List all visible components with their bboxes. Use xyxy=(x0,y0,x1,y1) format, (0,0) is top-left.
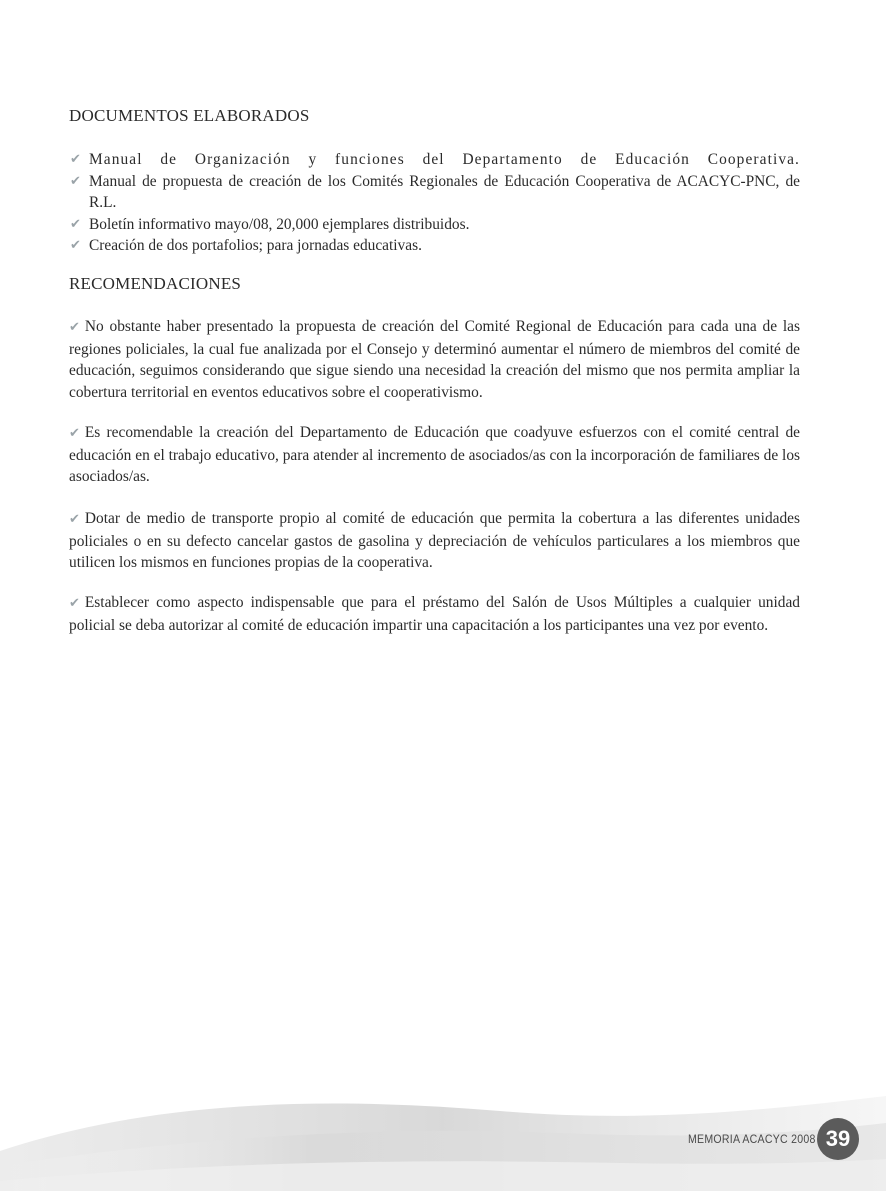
recommendation-paragraph xyxy=(69,316,800,403)
recommendation-paragraph xyxy=(69,508,800,574)
documents-list xyxy=(69,149,800,257)
list-item-text: Manual de propuesta de creación de los Comités Regionales de Educación Cooperativa de ACACYC-PNC, de R.L. xyxy=(89,172,800,211)
check-icon: ✔ xyxy=(69,426,80,441)
recommendation-paragraph xyxy=(69,422,800,488)
footer-publication-label: MEMORIA ACACYC 2008 xyxy=(688,1132,816,1146)
list-item xyxy=(69,171,800,214)
recommendation-text: Dotar de medio de transporte propio al comité de educación que permita la cobertura a las diferentes unidades policiales o en su defecto cancelar gastos de gasolina y depreciación de vehículos particulares a los miembros que utilicen los mismos en funciones propias de la cooperativa. xyxy=(69,510,800,571)
check-icon: ✔ xyxy=(69,320,80,335)
check-icon: ✔ xyxy=(70,173,81,189)
check-icon: ✔ xyxy=(70,238,81,253)
check-icon: ✔ xyxy=(70,216,81,232)
list-item-text: Manual de Organización y funciones del Departamento de Educación Cooperativa. xyxy=(89,151,800,168)
page-number-badge: 39 xyxy=(817,1118,859,1160)
check-icon: ✔ xyxy=(70,152,81,167)
list-item-text: Creación de dos portafolios; para jornadas educativas. xyxy=(89,237,422,254)
check-icon: ✔ xyxy=(69,512,80,527)
recommendation-text: No obstante haber presentado la propuesta de creación del Comité Regional de Educación para cada una de las regiones policiales, la cual fue analizada por el Consejo y determinó aumentar el número de miembros del comité de educación, seguimos considerando que sigue siendo una necesidad la creación del mismo que nos permita ampliar la cobertura territorial en eventos educativos sobre el cooperativismo. xyxy=(69,318,800,401)
list-item xyxy=(69,214,800,236)
list-item-text: Boletín informativo mayo/08, 20,000 ejemplares distribuidos. xyxy=(89,215,470,233)
list-item xyxy=(69,149,800,171)
recommendation-text: Establecer como aspecto indispensable que para el préstamo del Salón de Usos Múltiples a cualquier unidad policial se deba autorizar al comité de educación impartir una capacitación a los participantes una vez por evento. xyxy=(69,594,800,634)
list-item xyxy=(69,235,800,257)
recommendation-paragraph xyxy=(69,592,800,636)
check-icon: ✔ xyxy=(69,596,80,611)
section-heading-recomendaciones: RECOMENDACIONES xyxy=(69,274,242,293)
section-heading-documentos: DOCUMENTOS ELABORADOS xyxy=(69,106,310,125)
recommendation-text: Es recomendable la creación del Departamento de Educación que coadyuve esfuerzos con el comité central de educación en el trabajo educativo, para atender al incremento de asociados/as con la incorporación de familiares de los asociados/as. xyxy=(69,424,800,485)
footer-wave-decoration xyxy=(0,1041,886,1191)
